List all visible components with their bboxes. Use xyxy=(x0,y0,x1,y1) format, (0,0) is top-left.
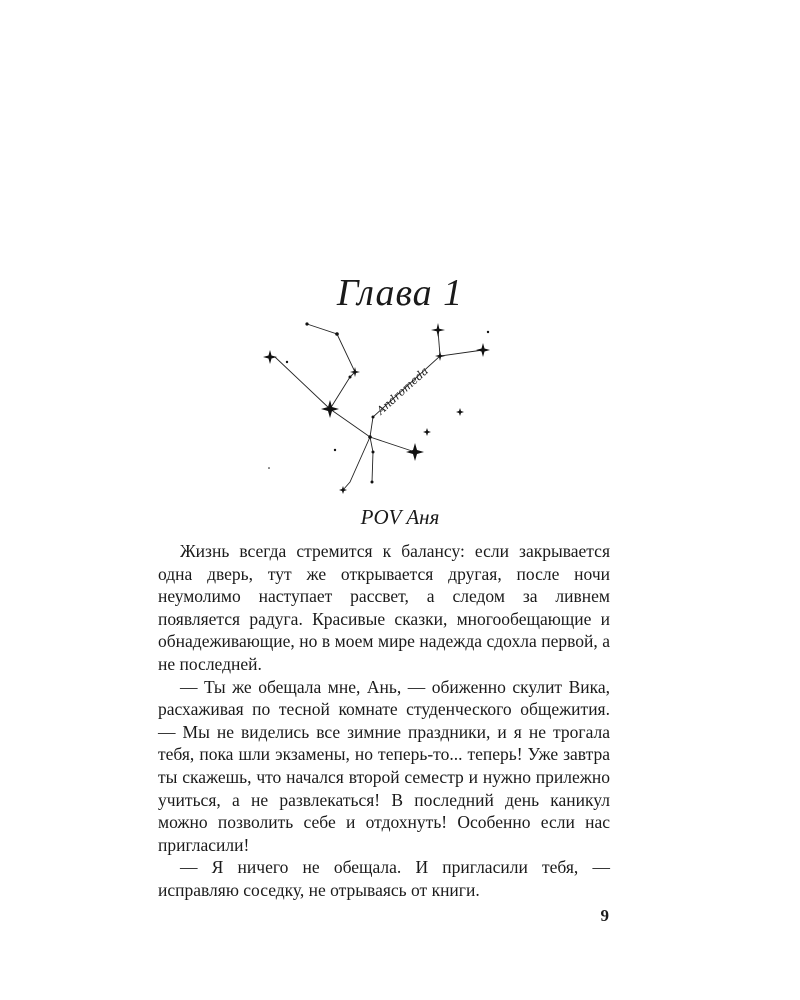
star-dot xyxy=(372,416,375,419)
chapter-body xyxy=(158,540,610,902)
star-dot xyxy=(334,449,336,451)
star-dot xyxy=(368,435,372,439)
paragraph: — Я ничего не обещала. И пригласили тебя, — исправляю соседку, не отрываясь от книги. xyxy=(158,857,610,900)
constellation-line-left xyxy=(275,324,355,409)
star-dot xyxy=(286,361,288,363)
star-dot xyxy=(335,332,339,336)
star-icon xyxy=(263,350,277,364)
constellation-line-bottom xyxy=(330,409,415,452)
star-icon xyxy=(423,428,431,436)
page-number: 9 xyxy=(600,906,609,925)
star-dot xyxy=(268,467,270,469)
star-icon xyxy=(431,323,445,337)
star-dot xyxy=(305,322,308,325)
constellation-illustration xyxy=(255,312,505,497)
paragraph: — Ты же обещала мне, Ань, — обиженно скулит Вика, расхаживая по тесной комнате студенческого общежития. — Мы не виделись все зимние праздники, и я не трогала тебя, пока шли экзамены, но теперь-то... теперь! Уже завтра ты скажешь, что начался второй семестр и нужно прилежно учиться, а не развлекаться! В последний день каникул можно позволить себе и отдохнуть! Особенно если нас пригласили! xyxy=(158,676,610,855)
star-icon xyxy=(456,408,464,416)
constellation-label: Andromeda xyxy=(374,364,431,418)
star-dot xyxy=(371,481,374,484)
star-dot xyxy=(487,331,489,333)
chapter-title: Глава 1 xyxy=(336,272,464,314)
star-icon xyxy=(406,443,424,461)
pov-subtitle: POV Аня xyxy=(360,505,440,529)
star-dot xyxy=(349,376,352,379)
constellation-line-tail xyxy=(343,437,370,490)
paragraph: Жизнь всегда стремится к балансу: если закрывается одна дверь, тут же открывается другая, после ночи неумолимо наступает рассвет, а следом за ливнем появляется радуга. Красивые сказки, многообещающие и обнадеживающие, но в моем мире надежда сдохла первой, а не последней. xyxy=(158,541,610,674)
star-icon xyxy=(476,343,490,357)
star-dot xyxy=(372,451,375,454)
